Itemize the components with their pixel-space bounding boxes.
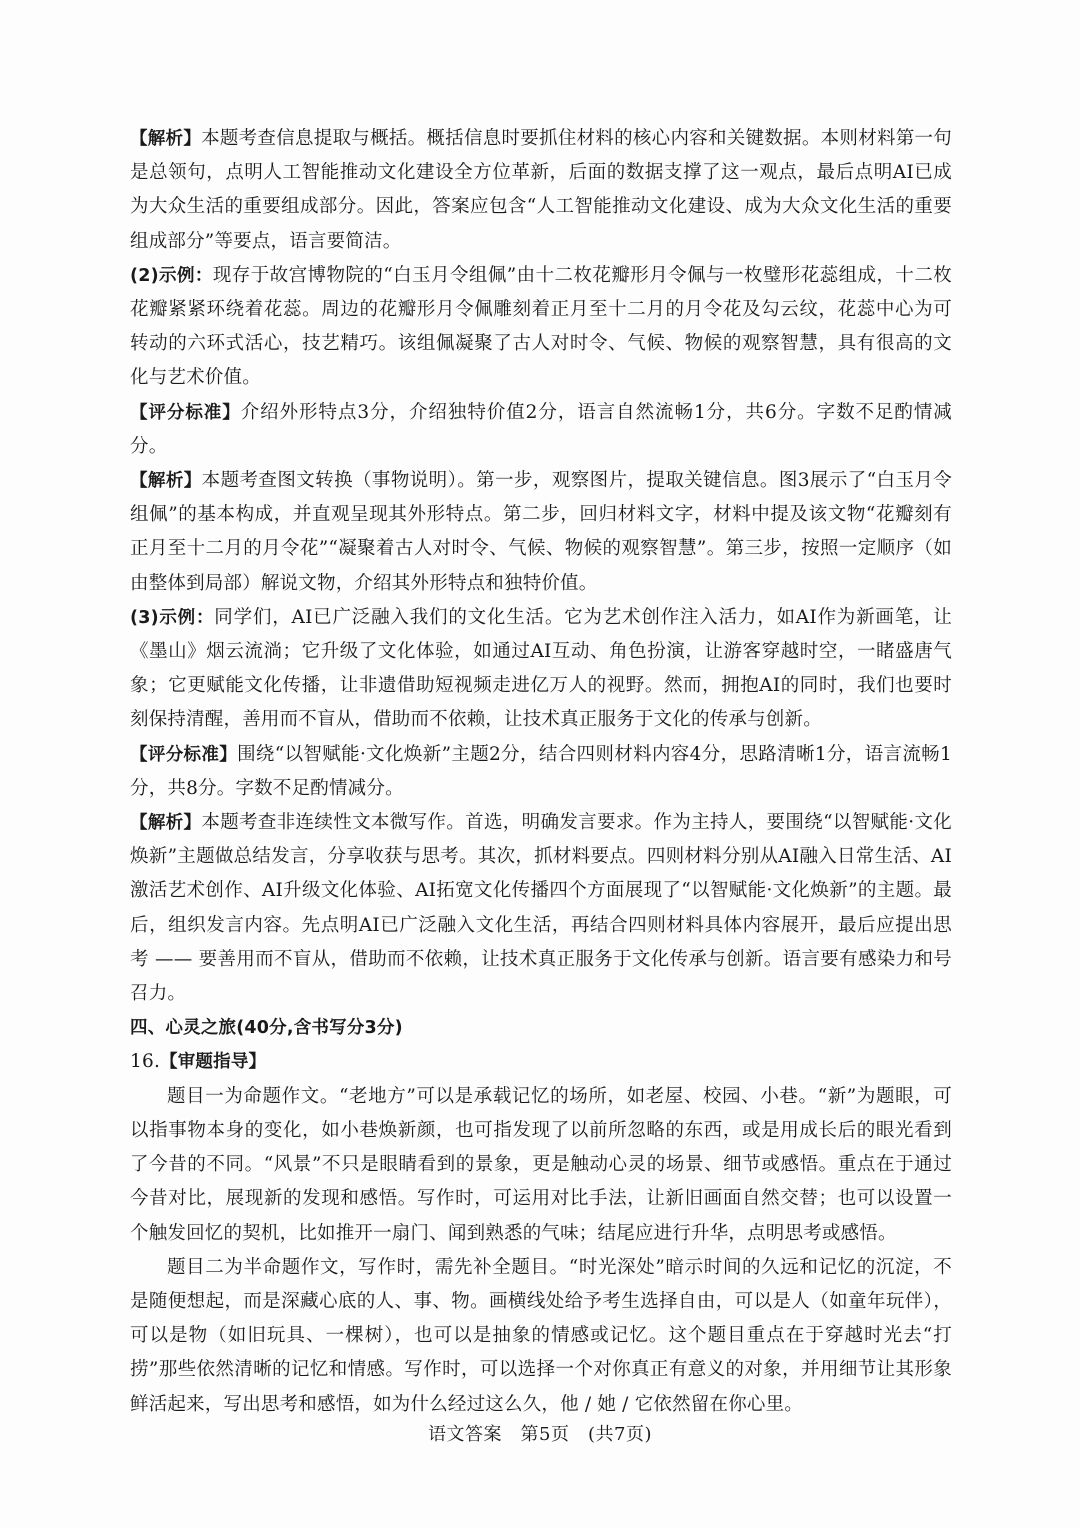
analysis-text: 本题考查信息提取与概括。概括信息时要抓住材料的核心内容和关键数据。本则材料第一句是总领句，点明人工智能推动文化建设全方位革新，后面的数据支撑了这一观点，最后点明AI已成为大众生活的重要组成部分。因此，答案应包含“人工智能推动文化建设、成为大众文化生活的重要组成部分”等要点，语言要简洁。 (130, 128, 952, 252)
q3-scoring-label: 【评分标准】 (130, 744, 238, 765)
q16-label: 【审题指导】 (160, 1052, 267, 1073)
q2-analysis-text: 本题考查图文转换（事物说明）。第一步，观察图片，提取关键信息。图3展示了“白玉月令组佩”的基本构成，并直观呈现其外形特点。第二步，回归材料文字，材料中提及该文物“花瓣刻有正月至十二月的月令花”“凝聚着古人对时令、气候、物候的观察智慧”。第三步，按照一定顺序（如由整体到局部）解说文物，介绍其外形特点和独特价值。 (130, 470, 952, 594)
q2-scoring (130, 396, 952, 464)
q2-analysis (130, 464, 952, 601)
q2-scoring-label: 【评分标准】 (130, 402, 241, 423)
q3-example-text: 同学们，AI已广泛融入我们的文化生活。它为艺术创作注入活力，如AI作为新画笔，让《墨山》烟云流淌；它升级了文化体验，如通过AI互动、角色扮演，让游客穿越时空，一睹盛唐气象；它更赋能文化传播，让非遗借助短视频走进亿万人的视野。然而，拥抱AI的同时，我们也要时刻保持清醒，善用而不盲从，借助而不依赖，让技术真正服务于文化的传承与创新。 (130, 606, 952, 731)
q16-guidance-1: 题目一为命题作文。“老地方”可以是承载记忆的场所，如老屋、校园、小巷。“新”为题眼，可以指事物本身的变化，如小巷焕新颜，也可指发现了以前所忽略的东西，或是用成长后的眼光看到了今昔的不同。“风景”不只是眼睛看到的景象，更是触动心灵的场景、细节或感悟。重点在于通过今昔对比，展现新的发现和感悟。写作时，可运用对比手法，让新旧画面自然交替；也可以设置一个触发回忆的契机，比如推开一扇门、闻到熟悉的气味；结尾应进行升华，点明思考或感悟。 (130, 1085, 952, 1244)
q3-analysis-label: 【解析】 (130, 813, 202, 834)
section-4-title: 四、心灵之旅(40分,含书写分3分) (130, 1018, 403, 1039)
q3-analysis (130, 806, 952, 1011)
q3-scoring (130, 738, 952, 806)
q2-analysis-label: 【解析】 (130, 471, 202, 492)
q16-heading (130, 1045, 952, 1079)
q2-example-text: 现存于故宫博物院的“白玉月令组佩”由十二枚花瓣形月令佩与一枚璧形花蕊组成，十二枚花瓣紧紧环绕着花蕊。周边的花瓣形月令佩雕刻着正月至十二月的月令花及勾云纹，花蕊中心为可转动的六环式活心，技艺精巧。该组佩凝聚了古人对时令、气候、物候的观察智慧，具有很高的文化与艺术价值。 (130, 264, 953, 389)
page-footer: 语文答案 第5页 (共7页) (428, 1424, 652, 1445)
analysis-label: 【解析】 (130, 129, 202, 149)
q2-scoring-text: 介绍外形特点3分，介绍独特价值2分，语言自然流畅1分，共6分。字数不足酌情减分。 (130, 401, 953, 457)
analysis-block-1 (130, 122, 952, 259)
q3-example-label: (3)示例： (130, 607, 215, 628)
page-content (130, 122, 952, 1422)
q3-scoring-text: 围绕“以智赋能·文化焕新”主题2分，结合四则材料内容4分，思路清晰1分，语言流畅1分，共8分。字数不足酌情减分。 (130, 743, 952, 799)
q2-example (130, 259, 952, 396)
q2-example-label: (2)示例： (130, 265, 213, 286)
q3-example (130, 601, 952, 738)
q16-guidance-2: 题目二为半命题作文，写作时，需先补全题目。“时光深处”暗示时间的久远和记忆的沉淀，不是随便想起，而是深藏心底的人、事、物。画横线处给予考生选择自由，可以是人（如童年玩伴），可以是物（如旧玩具、一棵树），也可以是抽象的情感或记忆。这个题目重点在于穿越时光去“打捞”那些依然清晰的记忆和情感。写作时，可以选择一个对你真正有意义的对象，并用细节让其形象鲜活起来，写出思考和感悟，如为什么经过这么久，他 / 她 / 它依然留在你心里。 (130, 1256, 952, 1415)
q3-analysis-text: 本题考查非连续性文本微写作。首选，明确发言要求。作为主持人，要围绕“以智赋能·文化焕新”主题做总结发言，分享收获与思考。其次，抓材料要点。四则材料分别从AI融入日常生活、AI激活艺术创作、AI升级文化体验、AI拓宽文化传播四个方面展现了“以智赋能·文化焕新”的主题。最后，组织发言内容。先点明AI已广泛融入文化生活，再结合四则材料具体内容展开，最后应提出思考 —— 要善用而不盲从，借助而不依赖，让技术真正服务于文化传承与创新。语言要有感染力和号召力。 (130, 812, 952, 1005)
q16-number: 16. (130, 1051, 161, 1073)
